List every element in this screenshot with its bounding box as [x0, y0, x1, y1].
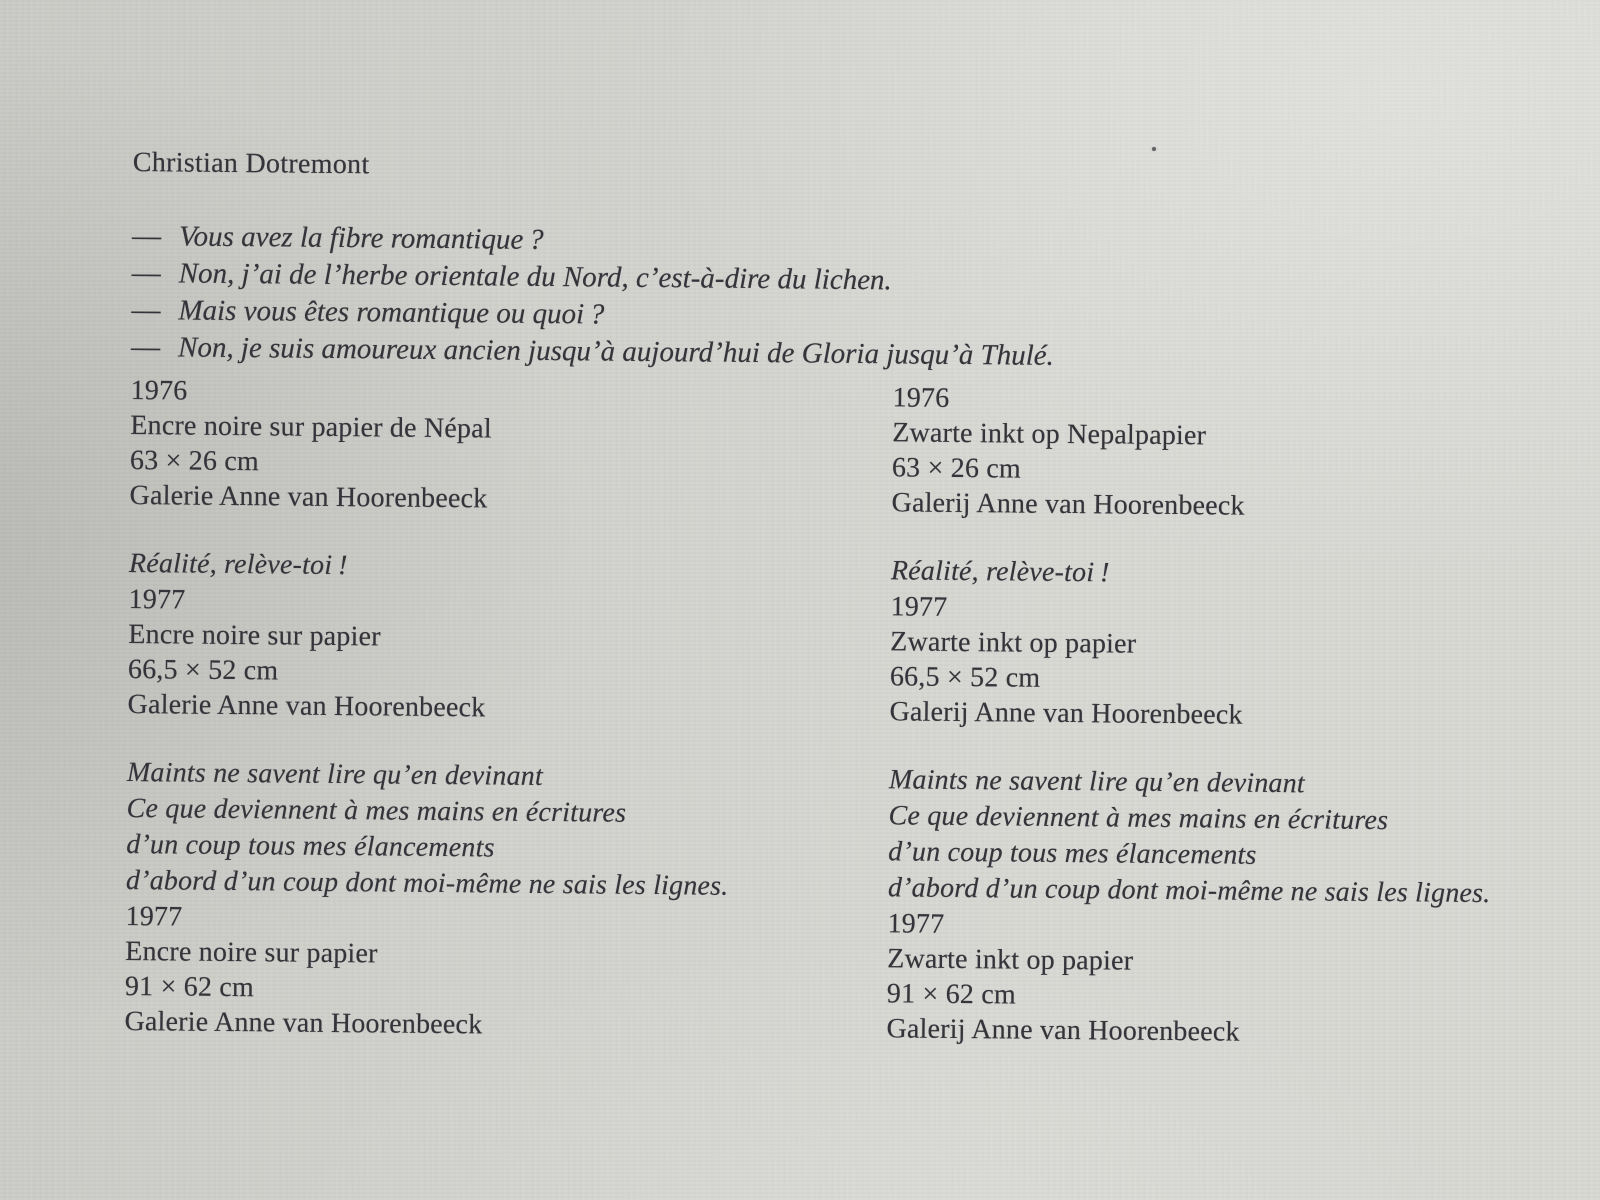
em-dash: —	[130, 330, 161, 364]
entry-dimensions: 63 × 26 cm	[129, 444, 260, 478]
entry-year: 1976	[130, 374, 188, 407]
em-dash: —	[131, 293, 161, 327]
entry-medium: Encre noire sur papier	[128, 618, 381, 653]
entry-3-french	[124, 755, 889, 1046]
entry-title: Réalité, relève-toi !	[890, 555, 1110, 589]
entry-dimensions: 66,5 × 52 cm	[127, 653, 279, 687]
entry-3-dutch	[886, 762, 1562, 1052]
entry-poem-line: Maints ne savent lire qu’en devinant	[888, 764, 1306, 800]
entry-dimensions: 91 × 62 cm	[886, 978, 1017, 1011]
entry-year: 1977	[125, 900, 183, 933]
entry-poem-line: d’abord d’un coup dont moi-même ne sais les lignes.	[887, 872, 1491, 910]
entry-poem-line: Maints ne savent lire qu’en devinant	[126, 756, 544, 792]
entry-gallery: Galerie Anne van Hoorenbeeck	[127, 688, 486, 724]
entry-title: Réalité, relève-toi !	[128, 547, 348, 582]
entry-medium: Encre noire sur papier	[125, 935, 378, 970]
artist-name: Christian Dotremont	[132, 146, 370, 181]
entry-poem-line: d’abord d’un coup dont moi-même ne sais les lignes.	[125, 864, 729, 902]
em-dash: —	[131, 219, 162, 253]
dialogue-title	[131, 218, 1567, 380]
entry-gallery: Galerij Anne van Hoorenbeeck	[891, 487, 1245, 522]
entry-medium: Encre noire sur papier de Népal	[130, 409, 492, 445]
dialogue-text: Vous avez la fibre romantique ?	[178, 220, 544, 256]
page-content	[124, 145, 1568, 1053]
entry-2-french	[127, 546, 891, 729]
entry-year: 1977	[887, 908, 945, 940]
entry-year: 1976	[892, 382, 950, 414]
entry-medium: Zwarte inkt op papier	[890, 626, 1137, 660]
dialogue-text: Non, je suis amoureux ancien jusqu’à aujourd’hui de Gloria jusqu’à Thulé.	[177, 331, 1055, 372]
entry-1-french	[129, 373, 892, 520]
entry-gallery: Galerij Anne van Hoorenbeeck	[889, 696, 1243, 731]
entry-gallery: Galerie Anne van Hoorenbeeck	[124, 1005, 483, 1041]
catalog-columns	[124, 373, 1565, 1053]
entry-poem-line: d’un coup tous mes élancements	[126, 828, 495, 864]
dialogue-text: Mais vous êtes romantique ou quoi ?	[178, 294, 605, 331]
entry-poem-line: Ce que deviennent à mes mains en écritures	[126, 792, 627, 829]
entry-gallery: Galerie Anne van Hoorenbeeck	[129, 479, 488, 515]
dust-speck	[1152, 147, 1156, 151]
entry-1-dutch	[891, 380, 1565, 526]
dialogue-text: Non, j’ai de l’herbe orientale du Nord, c’est-à-dire du lichen.	[178, 257, 892, 297]
entry-2-dutch	[889, 553, 1564, 735]
entry-dimensions: 91 × 62 cm	[124, 970, 255, 1004]
entry-poem-line: d’un coup tous mes élancements	[888, 836, 1257, 871]
entry-medium: Zwarte inkt op papier	[887, 943, 1134, 977]
entry-year: 1977	[890, 591, 948, 623]
entry-dimensions: 66,5 × 52 cm	[889, 661, 1041, 694]
entry-year: 1977	[128, 583, 186, 616]
entry-gallery: Galerij Anne van Hoorenbeeck	[886, 1013, 1240, 1048]
em-dash: —	[131, 256, 161, 290]
entry-dimensions: 63 × 26 cm	[891, 452, 1022, 485]
entry-poem-line: Ce que deviennent à mes mains en écritures	[888, 800, 1389, 837]
entry-medium: Zwarte inkt op Nepalpapier	[892, 417, 1207, 452]
